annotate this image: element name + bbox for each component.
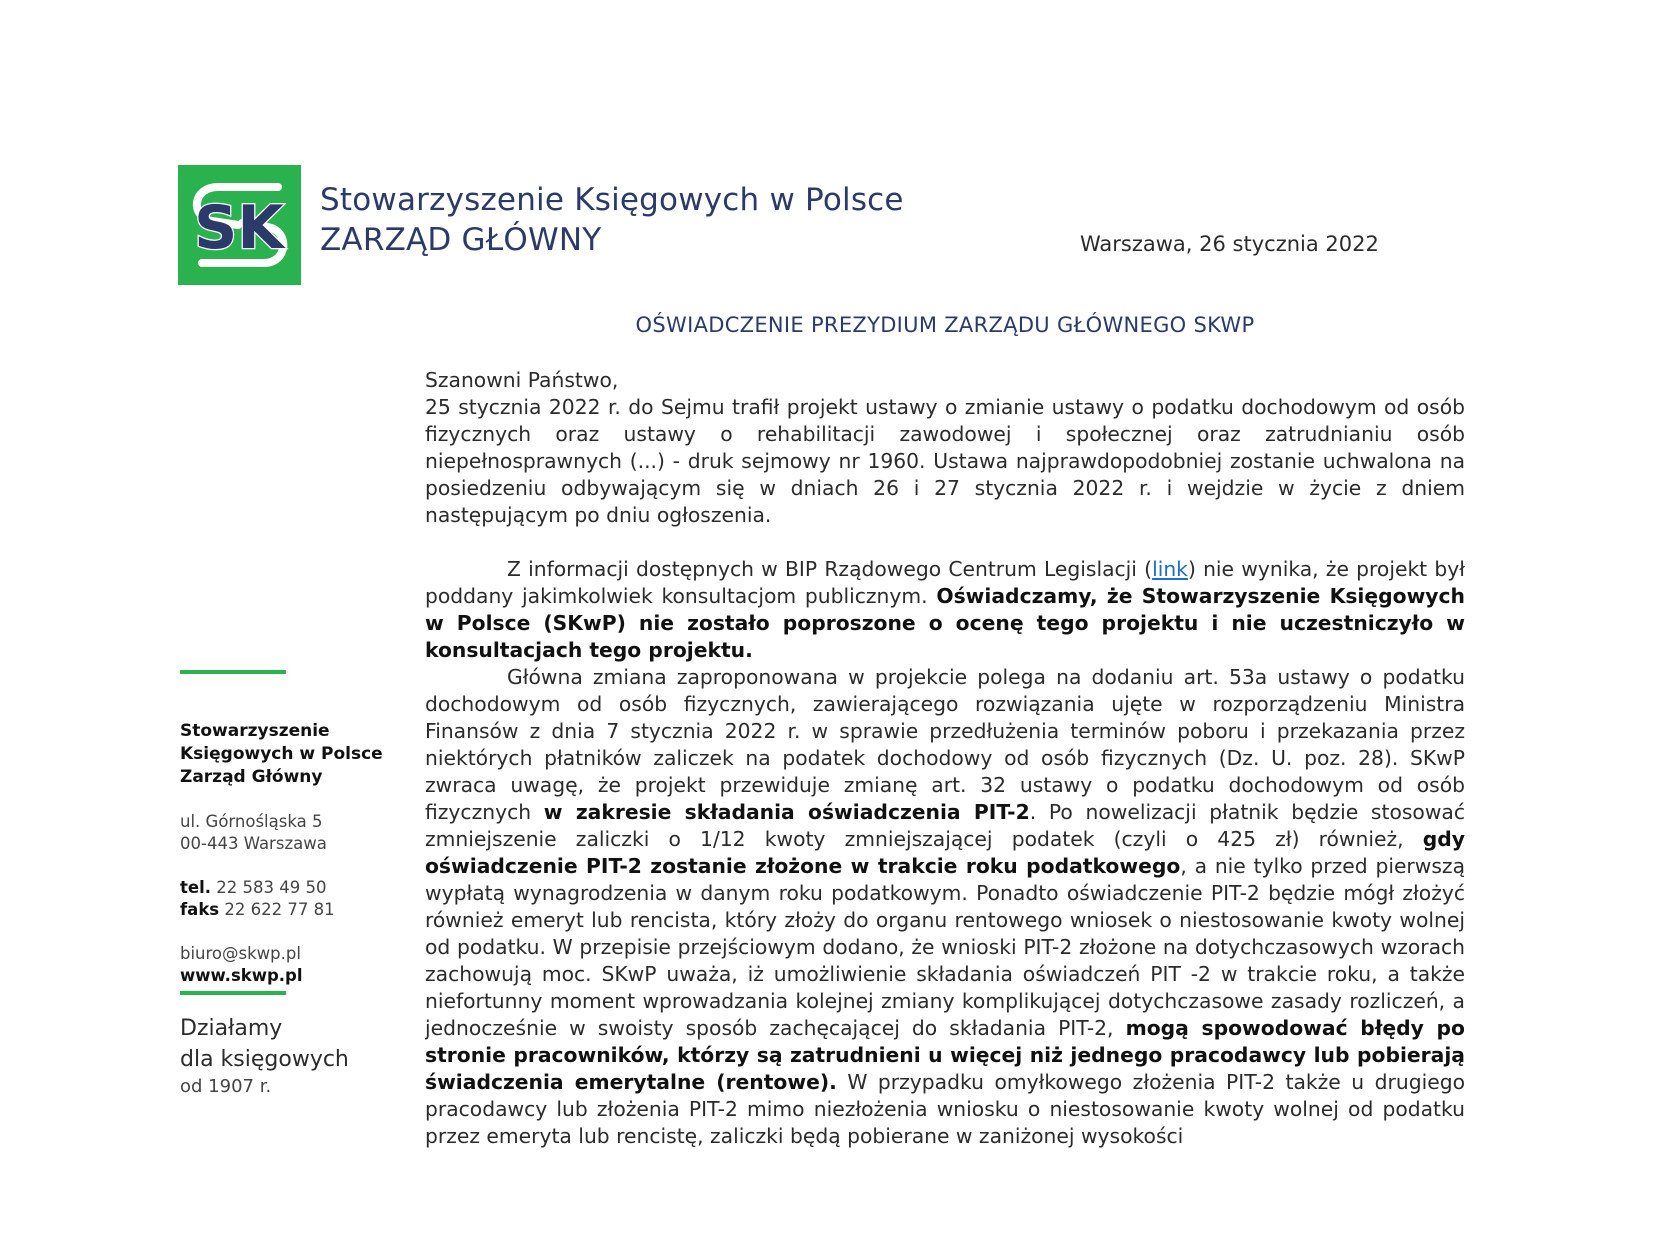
- sidebar: [180, 670, 410, 1099]
- document-title: OŚWIADCZENIE PREZYDIUM ZARZĄDU GŁÓWNEGO SKWP: [635, 313, 1255, 337]
- divider-top: [180, 670, 286, 674]
- since-year: od 1907 r.: [180, 1076, 272, 1097]
- website-link[interactable]: www.skwp.pl: [180, 966, 303, 985]
- skwp-logo: [178, 165, 301, 285]
- org-name: Stowarzyszenie Księgowych w Polsce: [320, 182, 904, 218]
- document-date: Warszawa, 26 stycznia 2022: [1080, 232, 1379, 256]
- sidebar-web: [180, 943, 410, 987]
- fax: faks 22 622 77 81: [180, 900, 335, 919]
- bip-link[interactable]: link: [1152, 557, 1188, 581]
- phone: tel. 22 583 49 50: [180, 878, 327, 897]
- org-header: [320, 180, 904, 260]
- document-body: [425, 367, 1465, 1157]
- sidebar-org: Stowarzyszenie Księgowych w Polsce Zarząd Główny: [180, 721, 383, 787]
- sidebar-address: ul. Górnośląska 5 00-443 Warszawa: [180, 812, 327, 853]
- paragraph-3: Główna zmiana zaproponowana w projekcie polega na dodaniu art. 53a ustawy o podatku dochodowym od osób fizycznych, zawierającego rozwiązania ujęte w rozporządzeniu Ministra Finansów z dnia 7 stycznia 2022 r. w sprawie przedłużenia terminów poboru i przekazania przez niektórych płatników zaliczek na podatek dochodowy od osób fizycznych (Dz. U. poz. 28). SKwP zwraca uwagę, że projekt przewiduje zmianę art. 32 ustawy o podatku dochodowym od osób fizycznych w zakresie składania oświadczenia PIT-2. Po nowelizacji płatnik będzie stosować zmniejszenie zaliczki o 1/12 kwoty zmniejszającej podatek (czyli o 425 zł) również, gdy oświadczenie PIT-2 zostanie złożone w trakcie roku podatkowego, a nie tylko przed pierwszą wypłatą wynagrodzenia w danym roku podatkowym. Ponadto oświadczenie PIT-2 będzie mógł złożyć również emeryt lub rencista, który złoży do organu rentowego wniosek o niestosowanie kwoty wolnej od podatku. W przepisie przejściowym dodano, że wnioski PIT-2 złożone na dotychczasowych wzorach zachowują moc. SKwP uważa, iż umożliwienie składania oświadczeń PIT -2 w trakcie roku, a także niefortunny moment wprowadzania kolejnej zmiany komplikującej dotychczasowe zasady rozliczeń, a jednocześnie w swoisty sposób zachęcającej do składania PIT-2, mogą spowodować błędy po stronie pracowników, którzy są zatrudnieni u więcej niż jednego pracodawcy lub pobierają świadczenia emerytalne (rentowe). W przypadku omyłkowego złożenia PIT-2 także u drugiego pracodawcy lub złożenia PIT-2 mimo niezłożenia wniosku o niestosowanie kwoty wolnej od podatku przez emeryta lub rencistę, zaliczki będą pobierane w zaniżonej wysokości: [425, 665, 1465, 1148]
- slogan: Działamy dla księgowych: [180, 1016, 349, 1072]
- email-link[interactable]: biuro@skwp.pl: [180, 944, 301, 963]
- sidebar-contact: [180, 877, 410, 921]
- logo-letters: SK: [194, 193, 284, 263]
- salutation: Szanowni Państwo,: [425, 368, 619, 392]
- statement-bold: Oświadczamy, że Stowarzyszenie Księgowych w Polsce (SKwP) nie zostało poproszone o ocenę tego projektu i nie uczestniczyło w konsultacjach tego projektu.: [425, 584, 1465, 662]
- skwp-logo-icon: [178, 165, 301, 285]
- paragraph-2: Z informacji dostępnych w BIP Rządowego Centrum Legislacji (link) nie wynika, że projekt był poddany jakimkolwiek konsultacjom publicznym. Oświadczamy, że Stowarzyszenie Księgowych w Polsce (SKwP) nie zostało poproszone o ocenę tego projektu i nie uczestniczyło w konsultacjach tego projektu.: [425, 557, 1465, 662]
- org-subtitle: ZARZĄD GŁÓWNY: [320, 222, 602, 258]
- divider-bottom: [180, 991, 286, 995]
- paragraph-1: 25 stycznia 2022 r. do Sejmu trafił projekt ustawy o zmianie ustawy o podatku dochodowym od osób fizycznych oraz ustawy o rehabilitacji zawodowej i społecznej oraz zatrudnianiu osób niepełnosprawnych (...) - druk sejmowy nr 1960. Ustawa najprawdopodobniej zostanie uchwalona na posiedzeniu odbywającym się w dniach 26 i 27 stycznia 2022 r. i wejdzie w życie z dniem następującym po dniu ogłoszenia.: [425, 395, 1465, 527]
